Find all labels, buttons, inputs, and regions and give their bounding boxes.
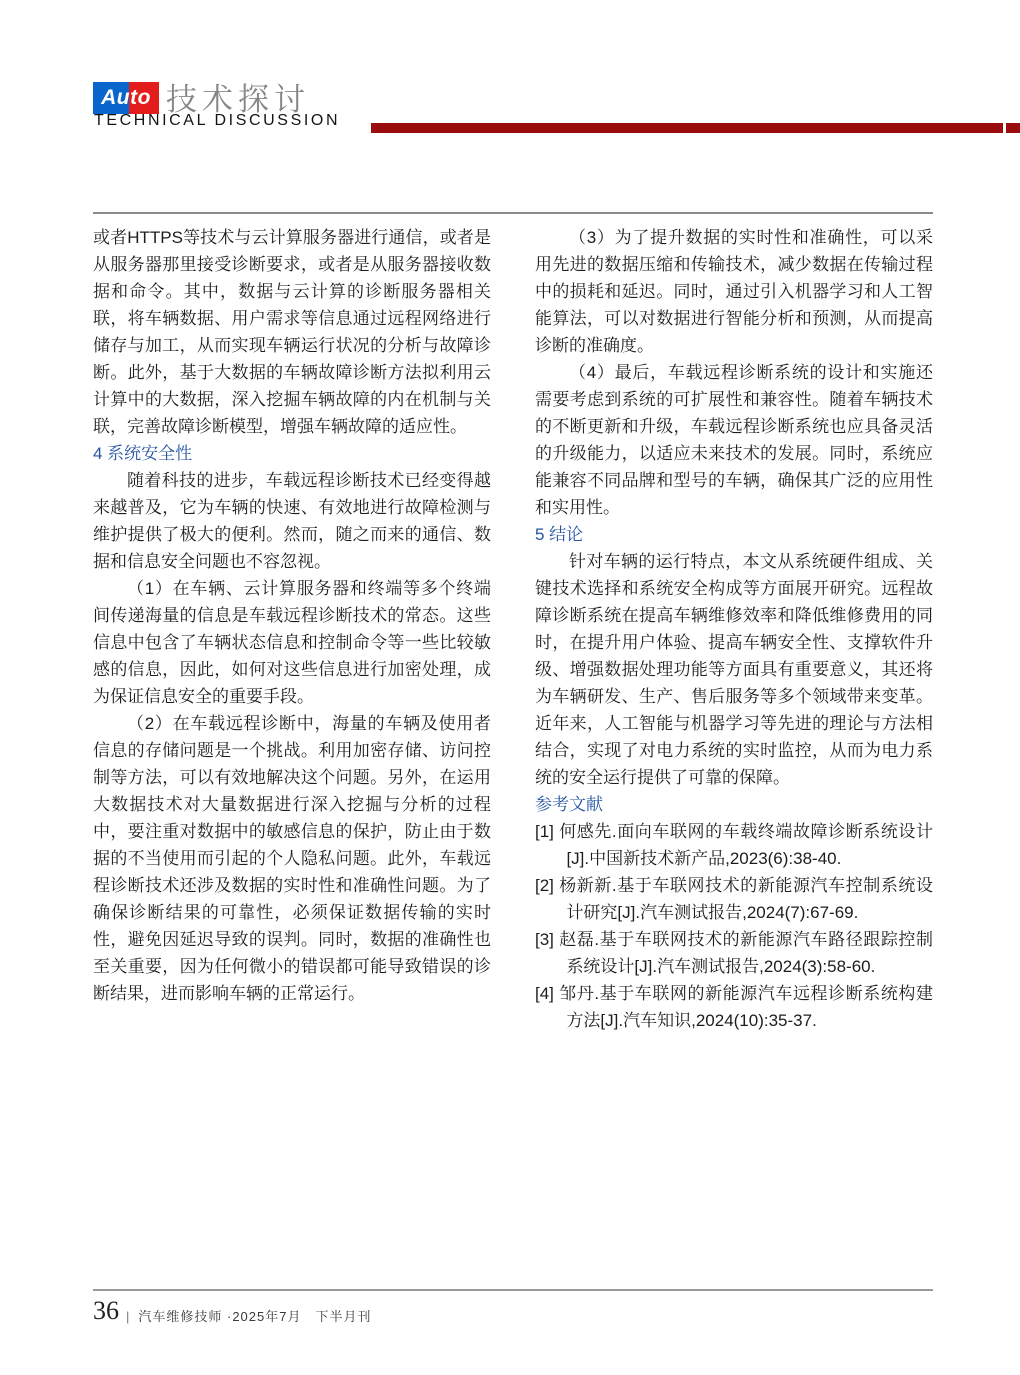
paragraph: （2）在车载远程诊断中，海量的车辆及使用者信息的存储问题是一个挑战。利用加密存储、访问控制等方法，可以有效地解决这个问题。另外，在运用大数据技术对大量数据进行深入挖掘与分析的过程中，要注重对数据中的敏感信息的保护，防止由于数据的不当使用而引起的个人隐私问题。此外，车载远程诊断技术还涉及数据的实时性和准确性问题。为了确保诊断结果的可靠性，必须保证数据传输的实时性，避免因延迟导致的误判。同时，数据的准确性也至关重要，因为任何微小的错误都可能导致错误的诊断结果，进而影响车辆的正常运行。	[93, 714, 491, 1003]
paragraph: （4）最后，车载远程诊断系统的设计和实施还需要考虑到系统的可扩展性和兼容性。随着车辆技术的不断更新和升级，车载远程诊断系统也应具备灵活的升级能力，以适应未来技术的发展。同时，系统应能兼容不同品牌和型号的车辆，确保其广泛的应用性和实用性。	[535, 363, 933, 517]
page-number: 36	[93, 1296, 119, 1325]
references-heading: 参考文献	[535, 795, 603, 814]
paragraph: 随着科技的进步，车载远程诊断技术已经变得越来越普及，它为车辆的快速、有效地进行故障检测与维护提供了极大的便利。然而，随之而来的通信、数据和信息安全问题也不容忽视。	[93, 471, 491, 571]
paragraph: 或者HTTPS等技术与云计算服务器进行通信，或者是从服务器那里接受诊断要求，或者是从服务器接收数据和命令。其中，数据与云计算的诊断服务器相关联，将车辆数据、用户需求等信息通过远程网络进行储存与加工，从而实现车辆运行状况的分析与故障诊断。此外，基于大数据的车辆故障诊断方法拟利用云计算中的大数据，深入挖掘车辆故障的内在机制与关联，完善故障诊断模型，增强车辆故障的适应性。	[93, 228, 491, 436]
left-column	[93, 224, 491, 1034]
reference-item: [2] 杨新新.基于车联网技术的新能源汽车控制系统设计研究[J].汽车测试报告,2024(7):67-69.	[535, 876, 933, 922]
reference-item: [4] 邹丹.基于车联网的新能源汽车远程诊断系统构建方法[J].汽车知识,2024(10):35-37.	[535, 984, 933, 1030]
journal-info	[126, 1306, 371, 1325]
right-column	[535, 224, 933, 1034]
footer-divider	[93, 1289, 933, 1291]
paragraph: 针对车辆的运行特点，本文从系统硬件组成、关键技术选择和系统安全构成等方面展开研究。远程故障诊断系统在提高车辆维修效率和降低维修费用的同时，在提升用户体验、提高车辆安全性、支撑软件升级、增强数据处理功能等方面具有重要意义，其还将为车辆研发、生产、售后服务等多个领域带来变革。近年来，人工智能与机器学习等先进的理论与方法相结合，实现了对电力系统的实时监控，从而为电力系统的安全运行提供了可靠的保障。	[535, 552, 933, 787]
header-accent-bar	[371, 123, 1003, 133]
page-title-en: TECHNICAL DISCUSSION	[94, 112, 341, 129]
footer-separator: |	[126, 1309, 131, 1324]
paragraph: （1）在车辆、云计算服务器和终端等多个终端间传递海量的信息是车载远程诊断技术的常态。这些信息中包含了车辆状态信息和控制命令等一些比较敏感的信息，因此，如何对这些信息进行加密处理，成为保证信息安全的重要手段。	[93, 579, 491, 706]
reference-item: [1] 何感先.面向车联网的车载终端故障诊断系统设计[J].中国新技术新产品,2023(6):38-40.	[535, 822, 933, 868]
section-heading: 4 系统安全性	[93, 444, 193, 463]
auto-logo	[93, 82, 159, 114]
journal-info-text: 汽车维修技师 ·2025年7月 下半月刊	[138, 1309, 372, 1324]
page-title-cn: 技术探讨	[166, 82, 310, 117]
paragraph: （3）为了提升数据的实时性和准确性，可以采用先进的数据压缩和传输技术，减少数据在传输过程中的损耗和延迟。同时，通过引入机器学习和人工智能算法，可以对数据进行智能分析和预测，从而提高诊断的准确度。	[535, 228, 933, 355]
section-heading: 5 结论	[535, 525, 584, 544]
article-body	[93, 224, 933, 1034]
reference-item: [3] 赵磊.基于车联网技术的新能源汽车路径跟踪控制系统设计[J].汽车测试报告,2024(3):58-60.	[535, 930, 933, 976]
header-accent-bar-end	[1006, 123, 1020, 133]
top-divider	[93, 212, 933, 214]
logo-text: Auto	[101, 86, 151, 109]
